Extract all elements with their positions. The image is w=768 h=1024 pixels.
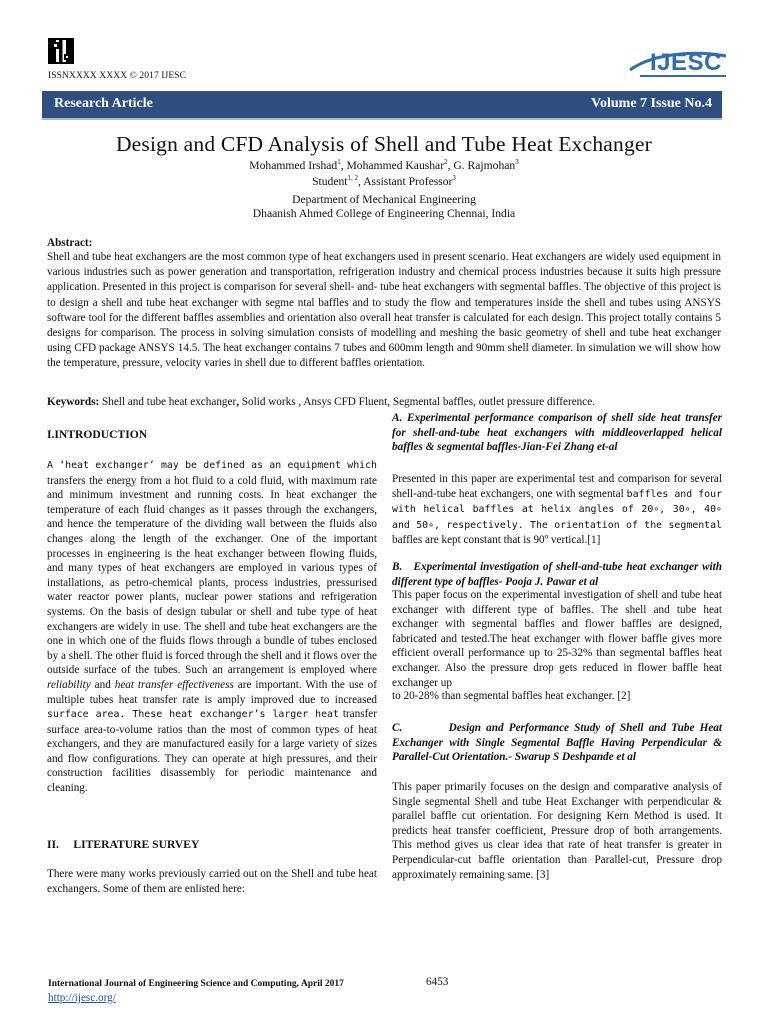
subsection-a-heading: A. Experimental performance comparison of shell side heat transfer for shell-and-tube heat exchangers with middleoverlapped helical baffles & segmental baffles-Jian-Fei Zhang et-al: [392, 412, 722, 454]
keywords-a: Shell and tube heat exchanger: [99, 396, 237, 408]
role-student: Student: [312, 175, 348, 188]
intro-mono-line: A ‘heat exchanger’ may be defined as an equipment which: [47, 460, 377, 471]
literature-heading: II. LITERATURE SURVEY: [47, 838, 200, 851]
journal-link[interactable]: http://ijesc.org/: [48, 992, 116, 1004]
introduction-body: [47, 458, 377, 796]
author-3: , G. Rajmohan: [447, 159, 516, 172]
subsection-a-text-2: baffles are kept constant that is 90º vertical.[1]: [392, 534, 601, 547]
intro-paragraph-3: transfer surface area-to-volume ratios than the most of common types of heat exchangers, and they are manufactured easily for a large variety of sizes and flow configurations. They can operate at high pressures, and their construction facilities disassembly for periodic maintenance and cleaning.: [47, 708, 377, 795]
subsection-c-heading: C. Design and Performance Study of Shell and Tube Heat Exchanger with Single Segmental Baffle Having Perpendicular & Parallel-Cut Orientation.- Swarup S Deshpande et al: [392, 722, 722, 764]
role-professor-sup: 3: [452, 174, 456, 183]
author-1-sup: 1: [337, 158, 341, 167]
subsection-b-heading: B. Experimental investigation of shell-and-tube heat exchanger with different type of baffles- Pooja J. Pawar et al: [392, 561, 722, 588]
article-type: Research Article: [54, 96, 153, 111]
volume-issue: Volume 7 Issue No.4: [591, 96, 712, 111]
subsection-a-body: [392, 472, 722, 548]
paper-title: Design and CFD Analysis of Shell and Tube Heat Exchanger: [115, 132, 653, 156]
intro-and: and: [90, 678, 115, 691]
author-2: , Mohammed Kaushar: [340, 159, 445, 172]
subsection-a-mono: baffles and four with helical baffles at helix angles of 20∘, 30∘, 40∘ and 50∘, respectively. The orientation of the segmental: [392, 488, 723, 531]
subsection-b-text-2: to 20-28% than segmental baffles heat exchanger. [2]: [392, 690, 631, 702]
article-banner: [42, 91, 722, 120]
logo-text: IJESC: [650, 49, 722, 76]
subsection-a-text-1: Presented in this paper are experimental test and comparison for several shell-and-tube heat exchangers, one with segmental: [392, 473, 722, 500]
intro-paragraph-2: are important. With the use of multiple tubes heat transfer rate is amply improved due to increased: [47, 678, 377, 706]
author-list: [0, 159, 768, 172]
keywords-line: [47, 396, 721, 408]
abstract-text: Shell and tube heat exchangers are the most common type of heat exchangers used in present scenario. Heat exchangers are widely used equipment in various industries such as power generation and transportation, refrigeration industry and chemical process industries because it suits high pressure application. Presented in this project is comparison for several shell- and- tube heat exchangers with segmental baffles. The objective of this project is to design a shell and tube heat exchanger with segme ntal baffles and to study the flow and temperatures inside the shell and tubes using ANSYS software tool for the different baffles assemblies and orientation also overall heat transfer is calculated for each design. This project totally contains 5 designs for comparison. The process in solving simulation consists of modelling and meshing the basic geometry of shell and tube heat exchanger using CFD package ANSYS 14.5. The heat exchanger contains 7 tubes and 600mm length and 90mm shell diameter. In simulation we will show how the temperature, pressure, velocity varies in shell due to different baffles orientation.: [47, 251, 721, 370]
author-1: Mohammed Irshad: [249, 159, 338, 172]
footer-journal: International Journal of Engineering Science and Computing, April 2017: [48, 979, 344, 989]
qr-code-icon: [48, 38, 74, 64]
author-2-sup: 2: [444, 158, 448, 167]
abstract-heading: Abstract:: [47, 237, 93, 249]
role-student-sup: 1, 2: [347, 174, 359, 183]
intro-em-effectiveness: heat transfer effectiveness: [114, 678, 234, 691]
keywords-comma: ,: [236, 396, 239, 408]
role-professor: , Assistant Professor: [358, 175, 453, 188]
page-number: 6453: [426, 976, 449, 988]
intro-paragraph-1: transfers the energy from a hot fluid to a cold fluid, with maximum rate and minimum investment and running costs. In heat exchanger the temperature of each fluid changes as it passes through the exchangers, and hence the temperature of the dividing wall between the fluids also changes along the length of the exchanger. One of the important processes in engineering is the heat exchanger between flowing fluids, and many types of heat exchangers are employed in various types of installations, as petro-chemical plants, process industries, pressurised water reactor power plants, nuclear power stations and refrigeration systems. On the basis of design tubular or shell and tube type of heat exchangers are widely in use. The shell and tube heat exchangers are the one in which one of the fluids flows through a bundle of tubes enclosed by a shell. The other fluid is forced through the shell and it flows over the outside surface of the tubes. Such an arrangement is employed where: [47, 474, 377, 677]
journal-logo: [622, 46, 730, 80]
keywords-b: Solid works , Ansys CFD Fluent, Segmental baffles, outlet pressure difference.: [239, 396, 595, 408]
subsection-b-text: This paper focus on the experimental investigation of shell and tube heat exchanger with different type of baffles. The shell and tube heat exchanger with segmental baffles and flower baffles are designed, fabricated and tested.The heat exchanger with flower baffle gives more efficient overall performance up to 25-32% than segmental baffles heat exchanger. Also the pressure drop gets reduced in flower baffle heat exchanger up: [392, 589, 722, 689]
intro-mono-line-2: surface area. These heat exchanger’s larger heat: [47, 709, 339, 721]
author-roles: [0, 175, 768, 188]
introduction-heading: I.INTRODUCTION: [47, 428, 148, 441]
college: Dhaanish Ahmed College of Engineering Chennai, India: [252, 207, 516, 220]
literature-intro: There were many works previously carried out on the Shell and tube heat exchangers. Some of them are enlisted here:: [47, 868, 377, 895]
keywords-label: Keywords:: [47, 396, 100, 408]
department: Department of Mechanical Engineering: [292, 193, 476, 206]
author-3-sup: 3: [515, 158, 519, 167]
subsection-c-text: This paper primarily focuses on the design and comparative analysis of Single segmental Shell and tube Heat Exchanger with perpendicular & parallel baffle cut orientation. For designing Kern Method is used. It predicts heat transfer coefficient, Pressure drop of both arrangements. This method gives us clear idea that rate of heat transfer is greater in Perpendicular-cut baffle orientation than Parallel-cut, Pressure drop approximately remaining same. [3]: [392, 781, 722, 881]
issn-line: ISSNXXXX XXXX © 2017 IJESC: [48, 71, 187, 81]
intro-em-reliability: reliability: [47, 678, 91, 691]
